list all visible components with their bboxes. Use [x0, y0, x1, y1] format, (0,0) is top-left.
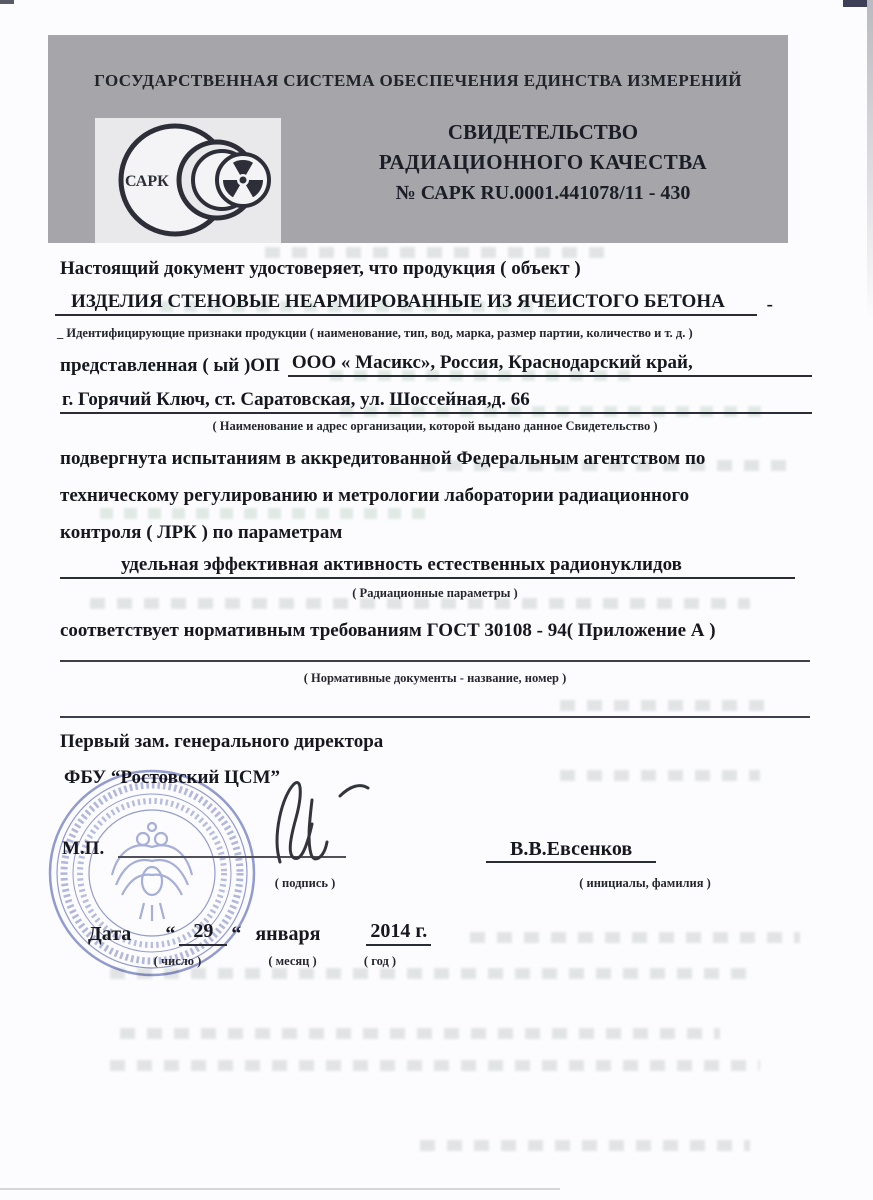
scan-edge-artifact — [843, 0, 869, 7]
date-year: 2014 г. — [366, 920, 431, 946]
signer-name: В.В.Евсенков — [486, 838, 656, 863]
signer-name-row — [486, 838, 656, 861]
product-name-value: ИЗДЕЛИЯ СТЕНОВЫЕ НЕАРМИРОВАННЫЕ ИЗ ЯЧЕИСТОГО БЕТОНА — [55, 291, 735, 316]
signer-position-line-2: ФБУ “Ростовский ЦСМ” — [64, 767, 281, 788]
scan-edge-line — [0, 1188, 560, 1190]
presented-label: представленная ( ый )ОП — [60, 355, 280, 376]
scan-edge-artifact — [0, 0, 14, 4]
sark-logo-text: САРК — [125, 173, 169, 190]
sark-logo — [95, 118, 281, 243]
underline-fill — [536, 412, 812, 414]
presented-row — [60, 352, 812, 377]
bleed-through-ghost — [120, 1028, 720, 1039]
product-caption: _ Идентифицирующие признаки продукции ( наименование, тип, вод, марка, размер партии, количество и т. д. ) — [57, 326, 693, 340]
day-caption: ( число ) — [153, 954, 202, 968]
header-band — [48, 35, 788, 243]
name-caption: ( инициалы, фамилия ) — [579, 876, 711, 890]
certificate-number: № САРК RU.0001.441078/11 - 430 — [395, 182, 691, 204]
bleed-through-ghost — [265, 247, 615, 258]
normative-caption: ( Нормативные документы - название, номер ) — [303, 671, 567, 685]
underline-fill — [697, 375, 812, 377]
testing-line-2: техническому регулированию и метрологии лаборатории радиационного — [60, 485, 690, 506]
horizontal-rule — [60, 716, 810, 718]
underline-fill — [60, 577, 115, 579]
month-caption: ( месяц ) — [268, 954, 317, 968]
organization-caption: ( Наименование и адрес организации, которой выдано данное Свидетельство ) — [212, 419, 658, 433]
signature-caption: ( подпись ) — [274, 876, 336, 890]
bleed-through-ghost — [470, 932, 800, 943]
open-quote: “ — [165, 923, 176, 945]
underline-fill — [735, 314, 757, 316]
scan-edge-shadow — [867, 0, 873, 320]
sark-logo-icon — [95, 118, 281, 243]
underline-fill — [688, 577, 795, 579]
seal-place-mark: М.П. — [62, 838, 105, 859]
date-label: Дата — [88, 923, 132, 945]
intro-line: Настоящий документ удостоверяет, что продукция ( объект ) — [60, 258, 581, 279]
parameter-row — [60, 554, 795, 579]
compliance-line: соответствует нормативным требованиям ГОСТ 30108 - 94( Приложение А ) — [60, 620, 716, 641]
horizontal-rule — [60, 660, 810, 662]
date-day: 29 — [179, 920, 227, 946]
official-seal — [42, 763, 262, 983]
title-line-2: РАДИАЦИОННОГО КАЧЕСТВА — [378, 150, 708, 174]
bleed-through-ghost — [110, 1060, 760, 1071]
bleed-through-ghost — [100, 508, 430, 519]
organization-address-row — [60, 389, 812, 414]
bleed-through-ghost — [420, 1140, 750, 1151]
year-caption: ( год ) — [363, 954, 397, 968]
close-quote: “ — [231, 923, 242, 945]
handwritten-signature — [252, 766, 382, 866]
product-name-row — [55, 291, 773, 316]
organization-line-1: ООО « Масикс», Россия, Краснодарский край, — [288, 352, 697, 377]
parameter-caption: ( Радиационные параметры ) — [352, 586, 518, 600]
organization-line-2: г. Горячий Ключ, ст. Саратовская, ул. Шоссейная,д. 66 — [60, 389, 536, 414]
testing-line-1: подвергнута испытаниям в аккредитованной Федеральным агентством по — [60, 448, 706, 469]
parameter-value: удельная эффективная активность естественных радионуклидов — [115, 554, 688, 579]
bleed-through-ghost — [560, 770, 760, 781]
signer-position-line-1: Первый зам. генерального директора — [60, 731, 384, 752]
state-system-title: ГОСУДАРСТВЕННАЯ СИСТЕМА ОБЕСПЕЧЕНИЯ ЕДИНСТВА ИЗМЕРЕНИЙ — [94, 71, 742, 90]
date-month: января — [255, 923, 321, 945]
certificate-title — [313, 117, 773, 209]
bleed-through-ghost — [560, 700, 770, 711]
date-row — [88, 920, 431, 946]
title-line-1: СВИДЕТЕЛЬСТВО — [447, 120, 639, 144]
testing-line-3: контроля ( ЛРК ) по параметрам — [60, 522, 343, 543]
product-trailing-dash: - — [766, 294, 773, 315]
